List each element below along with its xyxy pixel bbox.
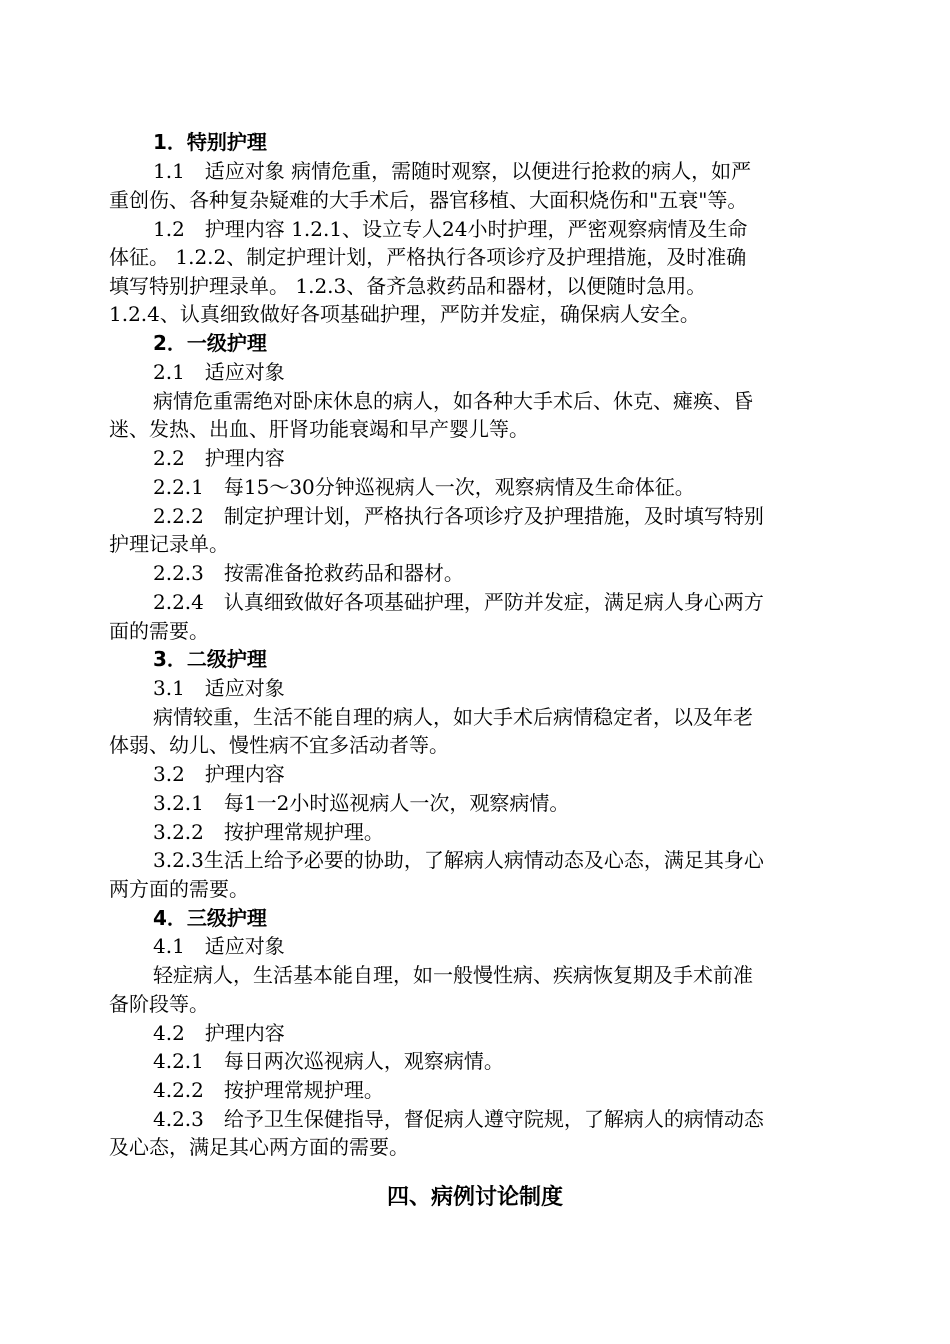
paragraph-line: 及心态，满足其心两方面的需要。 <box>109 1135 409 1159</box>
paragraph-line: 4.2.1 每日两次巡视病人，观察病情。 <box>153 1049 504 1073</box>
heading-special-care: 1．特别护理 <box>153 130 267 154</box>
paragraph-line: 3.2.3生活上给予必要的协助，了解病人病情动态及心态，满足其身心 <box>153 848 764 872</box>
paragraph-line: 4.2.2 按护理常规护理。 <box>153 1078 384 1102</box>
paragraph-line: 2.2.4 认真细致做好各项基础护理，严防并发症，满足病人身心两方 <box>153 590 764 614</box>
paragraph-line: 1.2 护理内容 1.2.1、设立专人24小时护理，严密观察病情及生命 <box>153 217 748 241</box>
heading-level-one-care: 2．一级护理 <box>153 331 267 355</box>
paragraph-line: 病情危重需绝对卧床休息的病人，如各种大手术后、休克、瘫痪、昏 <box>153 389 753 413</box>
paragraph-line: 2.1 适应对象 <box>153 360 285 384</box>
paragraph-line: 4.2.3 给予卫生保健指导，督促病人遵守院规，了解病人的病情动态 <box>153 1107 764 1131</box>
paragraph-line: 面的需要。 <box>109 619 209 643</box>
heading-level-two-care: 3．二级护理 <box>153 647 267 671</box>
paragraph-line: 体弱、幼儿、慢性病不宜多活动者等。 <box>109 733 449 757</box>
paragraph-line: 备阶段等。 <box>109 992 209 1016</box>
paragraph-line: 轻症病人，生活基本能自理，如一般慢性病、疾病恢复期及手术前准 <box>153 963 753 987</box>
section-title: 四、病例讨论制度 <box>386 1185 563 1210</box>
paragraph-line: 体征。 1.2.2、制定护理计划，严格执行各项诊疗及护理措施，及时准确 <box>109 245 747 269</box>
paragraph-line: 2.2 护理内容 <box>153 446 285 470</box>
paragraph-line: 3.2.2 按护理常规护理。 <box>153 820 384 844</box>
paragraph-line: 迷、发热、出血、肝肾功能衰竭和早产婴儿等。 <box>109 417 529 441</box>
paragraph-line: 2.2.1 每15～30分钟巡视病人一次，观察病情及生命体征。 <box>153 475 695 499</box>
paragraph-line: 1.2.4、认真细致做好各项基础护理，严防并发症，确保病人安全。 <box>109 302 700 326</box>
paragraph-line: 3.2.1 每1一2小时巡视病人一次，观察病情。 <box>153 791 570 815</box>
paragraph-line: 2.2.3 按需准备抢救药品和器材。 <box>153 561 464 585</box>
paragraph-line: 病情较重，生活不能自理的病人，如大手术后病情稳定者，以及年老 <box>153 705 753 729</box>
paragraph-line: 两方面的需要。 <box>109 877 249 901</box>
paragraph-line: 2.2.2 制定护理计划，严格执行各项诊疗及护理措施，及时填写特别 <box>153 504 764 528</box>
paragraph-line: 3.2 护理内容 <box>153 762 285 786</box>
heading-level-three-care: 4．三级护理 <box>153 906 267 930</box>
paragraph-line: 护理记录单。 <box>109 532 229 556</box>
paragraph-line: 1.1 适应对象 病情危重，需随时观察，以便进行抢救的病人，如严 <box>153 159 752 183</box>
paragraph-line: 3.1 适应对象 <box>153 676 285 700</box>
paragraph-line: 4.2 护理内容 <box>153 1021 285 1045</box>
paragraph-line: 填写特别护理录单。 1.2.3、备齐急救药品和器材，以便随时急用。 <box>109 274 707 298</box>
paragraph-line: 4.1 适应对象 <box>153 934 285 958</box>
paragraph-line: 重创伤、各种复杂疑难的大手术后，器官移植、大面积烧伤和"五衰"等。 <box>109 188 748 212</box>
